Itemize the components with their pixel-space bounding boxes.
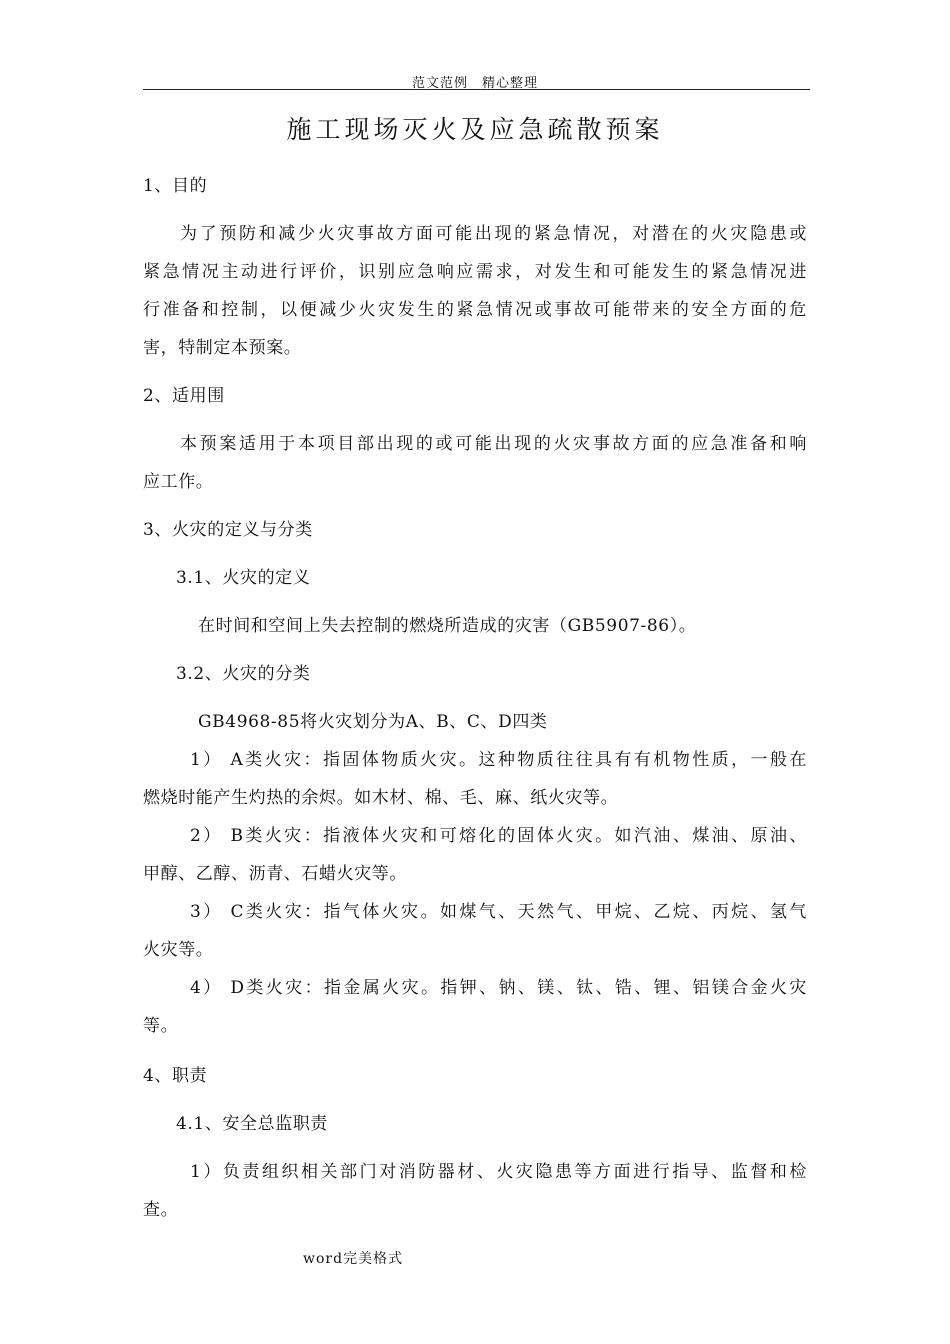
subsection-heading: 3.2、火灾的分类 [176, 664, 311, 684]
list-item-line: 甲醇、乙醇、沥青、石蜡火灾等。 [143, 864, 407, 884]
list-item-line: 4） D类火灾：指金属火灾。指钾、钠、镁、钛、锆、锂、铝镁合金火灾 [190, 978, 807, 998]
paragraph-line: 为了预防和减少火灾事故方面可能出现的紧急情况，对潜在的火灾隐患或 [180, 224, 807, 244]
paragraph-line: 害，特制定本预案。 [143, 338, 302, 358]
section-heading: 3、火灾的定义与分类 [143, 520, 313, 540]
section-heading: 4、职责 [143, 1066, 208, 1086]
paragraph-line: GB4968-85将火灾划分为A、B、C、D四类 [198, 712, 548, 732]
list-item-line: 火灾等。 [143, 940, 214, 960]
list-item-line: 2） B类火灾：指液体火灾和可熔化的固体火灾。如汽油、煤油、原油、 [190, 826, 807, 846]
paragraph-line: 行准备和控制，以便减少火灾发生的紧急情况或事故可能带来的安全方面的危 [143, 300, 807, 320]
list-item-line: 1）负责组织相关部门对消防器材、火灾隐患等方面进行指导、监督和检 [190, 1162, 807, 1182]
list-item-line: 等。 [143, 1016, 179, 1036]
section-heading: 1、目的 [143, 176, 208, 196]
subsection-heading: 4.1、安全总监职责 [176, 1114, 329, 1134]
document-title: 施工现场灭火及应急疏散预案 [286, 115, 664, 144]
paragraph-line: 紧急情况主动进行评价，识别应急响应需求，对发生和可能发生的紧急情况进 [143, 262, 807, 282]
header-divider [143, 89, 810, 90]
paragraph-line: 本预案适用于本项目部出现的或可能出现的火灾事故方面的应急准备和响 [180, 434, 807, 454]
page-footer: word完美格式 [303, 1251, 404, 1267]
subsection-heading: 3.1、火灾的定义 [176, 568, 311, 588]
paragraph-line: 在时间和空间上失去控制的燃烧所造成的灾害（GB5907-86）。 [198, 616, 697, 636]
list-item-line: 查。 [143, 1200, 179, 1220]
header-text: 范文范例 精心整理 [411, 76, 538, 91]
list-item-line: 3） C类火灾：指气体火灾。如煤气、天然气、甲烷、乙烷、丙烷、氢气 [190, 902, 807, 922]
list-item-line: 燃烧时能产生灼热的余烬。如木材、棉、毛、麻、纸火灾等。 [143, 788, 619, 808]
list-item-line: 1） A类火灾：指固体物质火灾。这种物质往往具有有机物性质，一般在 [190, 750, 807, 770]
paragraph-line: 应工作。 [143, 472, 214, 492]
section-heading: 2、适用围 [143, 386, 225, 406]
